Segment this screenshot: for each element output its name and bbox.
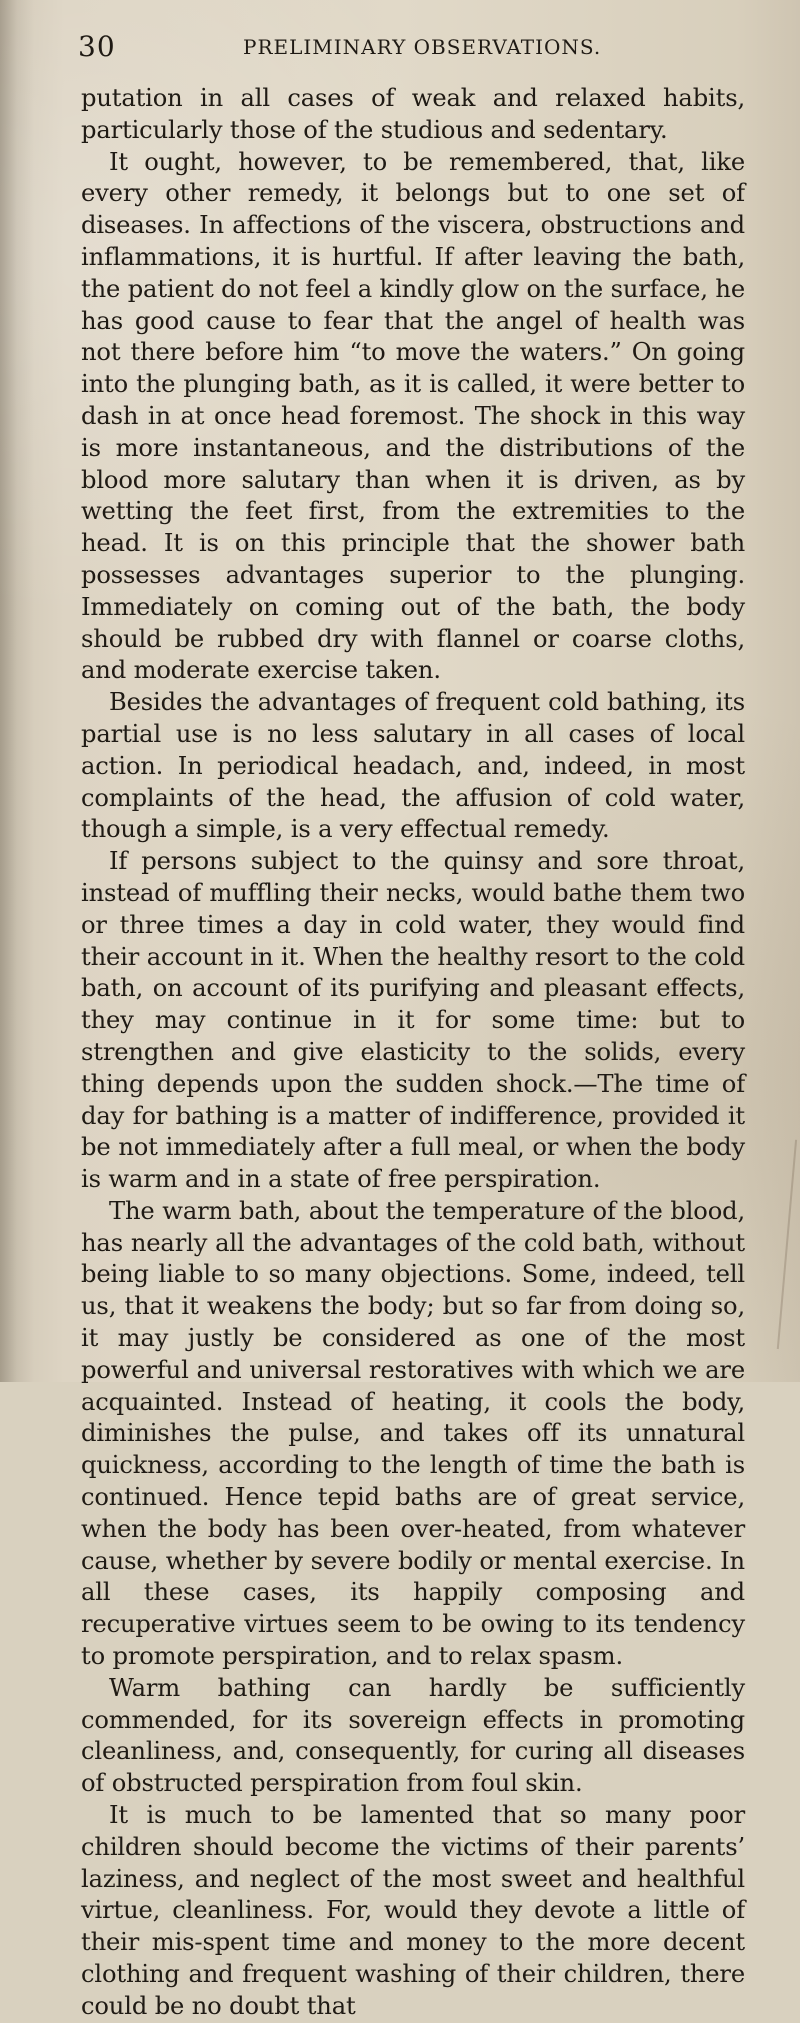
paragraph-3: Besides the advantages of frequent cold bathing, its partial use is no less salutary in all cases of local action. In periodical headach, and, indeed, in most complaints of the head, the affusion of cold water, though a simple, is a very effectual remedy. bbox=[81, 688, 745, 844]
paragraph-5: The warm bath, about the temperature of the blood, has nearly all the advantages of the cold bath, without being liable to so many objections. Some, indeed, tell us, that it weakens the body; but so far from doing so, it may justly be considered as one of the most powerful and universal restoratives with which we are acquainted. Instead of heating, it cools the body, diminishes the pulse, and takes off its unnatural quickness, according to the length of time the bath is continued. Hence tepid baths are of great service, when the body has been over-heated, from whatever cause, whether by severe bodily or mental exercise. In all these cases, its happily composing and recuperative virtues seem to be owing to its tendency to promote perspiration, and to relax spasm. bbox=[81, 1196, 745, 1671]
page-binding-shadow bbox=[0, 0, 34, 1382]
paragraph-7: It is much to be lamented that so many poor children should become the victims of their parents’ laziness, and neglect of the most sweet and healthful virtue, cleanliness. For, would they devote a little of their mis-spent time and money to the more decent clothing and frequent washing of their children, there could be no doubt that bbox=[81, 1801, 745, 2020]
paragraph-1: putation in all cases of weak and relaxed habits, particularly those of the studious and sedentary. bbox=[81, 84, 745, 144]
page-number: 30 bbox=[78, 30, 116, 63]
page-edge-mark bbox=[745, 1137, 797, 1349]
body-text bbox=[81, 83, 745, 2023]
paragraph-4: If persons subject to the quinsy and sore throat, instead of muffling their necks, would bathe them two or three times a day in cold water, they would find their account in it. When the healthy resort to the cold bath, on account of its purifying and pleasant effects, they may continue in it for some time: but to strengthen and give elasticity to the solids, every thing depends upon the sudden shock.—The time of day for bathing is a matter of indifference, provided it be not immediately after a full meal, or when the body is warm and in a state of free perspiration. bbox=[81, 847, 745, 1194]
paragraph-2: It ought, however, to be remembered, that, like every other remedy, it belongs but to one set of diseases. In affections of the viscera, obstructions and inflammations, it is hurtful. If after leaving the bath, the patient do not feel a kindly glow on the surface, he has good cause to fear that the angel of health was not there before him “to move the waters.” On going into the plunging bath, as it is called, it were better to dash in at once head foremost. The shock in this way is more instantaneous, and the distributions of the blood more salutary than when it is driven, as by wetting the feet first, from the extremities to the head. It is on this principle that the shower bath possesses advantages superior to the plunging. Immediately on coming out of the bath, the body should be rubbed dry with flannel or coarse cloths, and moderate exercise taken. bbox=[81, 147, 745, 685]
paragraph-6: Warm bathing can hardly be sufficiently commended, for its sovereign effects in promoting cleanliness, and, consequently, for curing all diseases of obstructed perspiration from foul skin. bbox=[81, 1673, 745, 1798]
running-title: PRELIMINARY OBSERVATIONS. bbox=[243, 35, 602, 59]
page-header bbox=[78, 30, 690, 64]
